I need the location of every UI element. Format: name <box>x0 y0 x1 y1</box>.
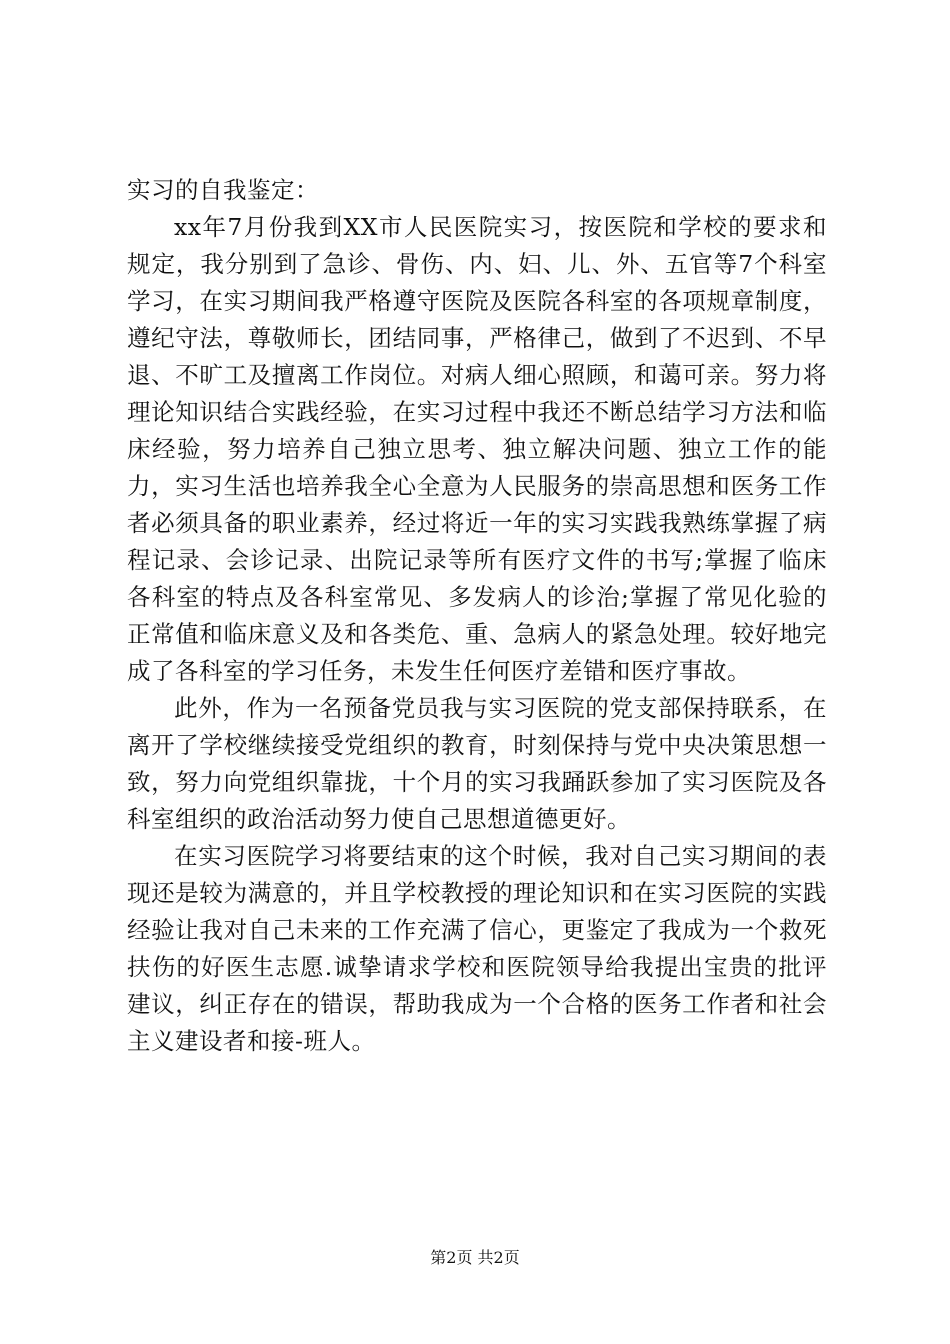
paragraph-conclusion: 在实习医院学习将要结束的这个时候，我对自己实习期间的表现还是较为满意的，并且学校教授的理论知识和在实习医院的实践经验让我对自己未来的工作充满了信心，更鉴定了我成为一个救死扶伤的好医生志愿.诚挚请求学校和医院领导给我提出宝贵的批评建议，纠正存在的错误，帮助我成为一个合格的医务工作者和社会主义建设者和接-班人。 <box>127 842 827 1055</box>
document-body <box>127 172 827 1060</box>
paragraph-party-member: 此外，作为一名预备党员我与实习医院的党支部保持联系，在离开了学校继续接受党组织的教育，时刻保持与党中央决策思想一致，努力向党组织靠拢，十个月的实习我踊跃参加了实习医院及各科室组织的政治活动努力使自己思想道德更好。 <box>127 694 827 833</box>
document-heading: 实习的自我鉴定： <box>127 176 319 204</box>
paragraph-internship-summary: xx年7月份我到XX市人民医院实习，按医院和学校的要求和规定，我分别到了急诊、骨伤、内、妇、儿、外、五官等7个科室学习，在实习期间我严格遵守医院及医院各科室的各项规章制度，遵纪守法，尊敬师长，团结同事，严格律己，做到了不迟到、不早退、不旷工及擅离工作岗位。对病人细心照顾，和蔼可亲。努力将理论知识结合实践经验，在实习过程中我还不断总结学习方法和临床经验，努力培养自己独立思考、独立解决问题、独立工作的能力，实习生活也培养我全心全意为人民服务的崇高思想和医务工作者必须具备的职业素养，经过将近一年的实习实践我熟练掌握了病程记录、会诊记录、出院记录等所有医疗文件的书写;掌握了临床各科室的特点及各科室常见、多发病人的诊治;掌握了常见化验的正常值和临床意义及和各类危、重、急病人的紧急处理。较好地完成了各科室的学习任务，未发生任何医疗差错和医疗事故。 <box>127 213 827 685</box>
page-number-footer: 第2页 共2页 <box>430 1248 520 1267</box>
